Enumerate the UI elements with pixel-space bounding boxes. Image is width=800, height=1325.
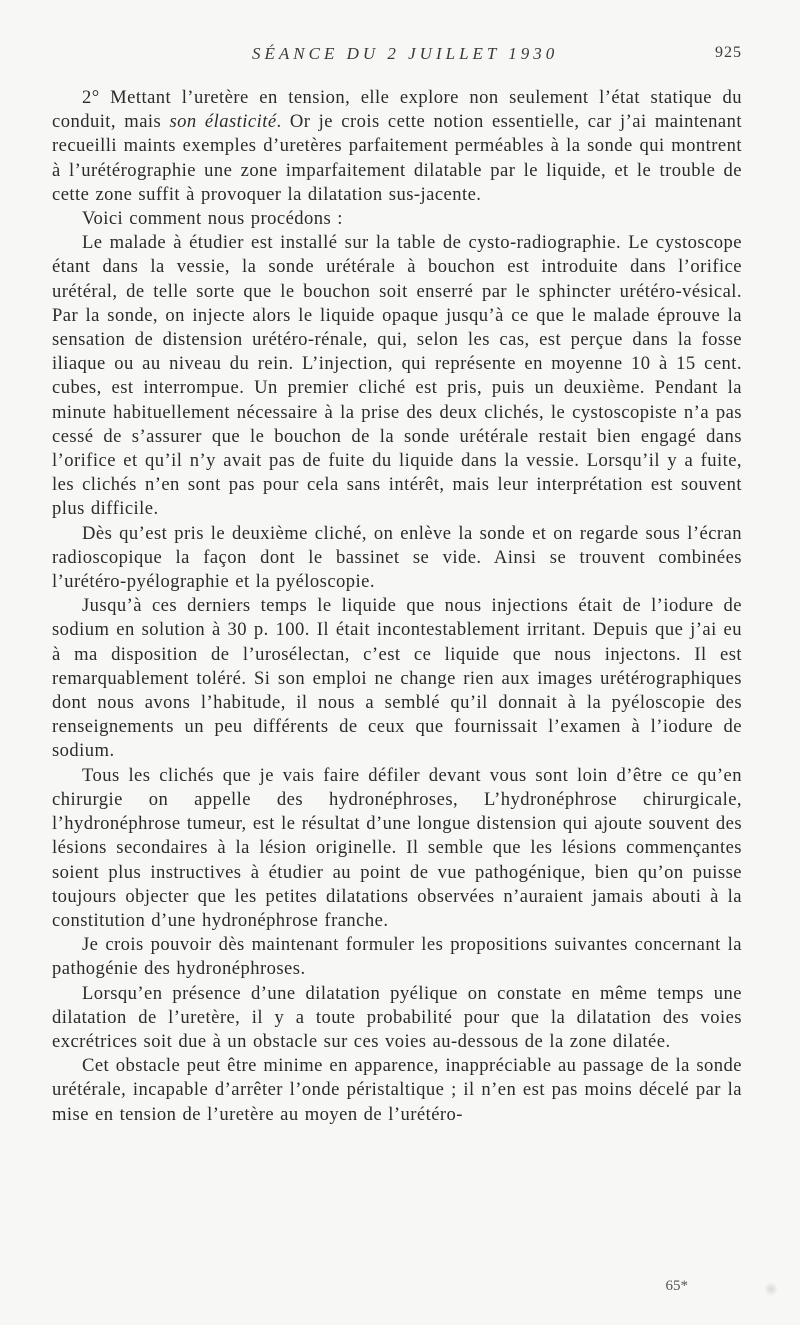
paragraph: Le malade à étudier est installé sur la table de cysto-radiographie. Le cystoscope étant dans la vessie, la sonde urétérale à bouchon est introduite dans l’orifice urétéral, de telle sorte que le bouchon soit enserré par le sphincter urétéro-vésical. Par la sonde, on injecte alors le liquide opaque jusqu’à ce que le malade éprouve la sensation de distension urétéro-rénale, qui, selon les cas, est perçue dans la fosse iliaque ou au niveau du rein. L’injection, qui représente en moyenne 10 à 15 cent. cubes, est interrompue. Un premier cliché est pris, puis un deuxième. Pendant la minute habituellement nécessaire à la prise des deux clichés, le cystoscopiste n’a pas cessé de s’assurer que le bouchon de la sonde urétérale restait bien engagé dans l’orifice et qu’il n’y avait pas de fuite du liquide dans la vessie. Lorsqu’il y a fuite, les clichés n’en sont pas pour cela sans intérêt, mais leur interprétation est souvent plus difficile. [52,232,742,520]
paper-speck [764,1282,778,1296]
body-text [52,86,742,1127]
paragraph: Je crois pouvoir dès maintenant formuler les propositions suivantes concernant la pathogénie des hydronéphroses. [52,934,742,980]
emphasis-text: son élasticité [169,111,277,133]
signature-mark: 65* [665,1278,688,1294]
page-header [52,44,742,68]
paragraph: Voici comment nous procédons : [82,208,343,230]
paragraph: Cet obstacle peut être minime en apparence, inappréciable au passage de la sonde urétérale, incapable d’arrêter l’onde péristaltique ; il n’en est pas moins décelé par la mise en tension de l’uretère au moyen de l’urétéro- [52,1055,742,1125]
paragraph-text: 2° Mettant l’uretère en tension, elle explore non seulement l’état statique du conduit, mais [52,87,742,133]
paragraph: Jusqu’à ces derniers temps le liquide que nous injections était de l’iodure de sodium en solution à 30 p. 100. Il était incontestablement irritant. Depuis que j’ai eu à ma disposition de l’urosélectan, c’est ce liquide que nous injectons. Il est remarquablement toléré. Si son emploi ne change rien aux images urétérographiques dont nous avons l’habitude, il nous a semblé qu’il donnait à la pyéloscopie des renseignements un peu différents de ceux que fournissait l’examen à l’iodure de sodium. [52,595,742,762]
paragraph-text: . Or je crois cette notion essentielle, car j’ai maintenant recueilli maints exemples d’uretères parfaitement perméables à la sonde qui montrent à l’urétérographie une zone imparfaitement dilatable par le liquide, et le trouble de cette zone suffit à provoquer la dilatation sus-jacente. [52,111,742,205]
paragraph: Lorsqu’en présence d’une dilatation pyélique on constate en même temps une dilatation de l’uretère, il y a toute probabilité pour que la dilatation des voies excrétrices soit due à un obstacle sur ces voies au-dessous de la zone dilatée. [52,982,742,1052]
paragraph: Tous les clichés que je vais faire défiler devant vous sont loin d’être ce qu’en chirurgie on appelle des hydronéphroses, L’hydronéphrose chirurgicale, l’hydronéphrose tumeur, est le résultat d’une longue distension qui ajoute souvent des lésions secondaires à la lésion originelle. Il semble que les lésions commençantes soient plus instructives à étudier au point de vue pathogénique, bien qu’on puisse toujours objecter que les petites dilatations observées n’auraient jamais abouti à la constitution d’une hydronéphrose franche. [52,764,742,931]
paragraph: Dès qu’est pris le deuxième cliché, on enlève la sonde et on regarde sous l’écran radioscopique la façon dont le bassinet se vide. Ainsi se trouvent combinées l’urétéro-pyélographie et la pyéloscopie. [52,522,742,593]
page-number: 925 [715,44,742,61]
running-title: SÉANCE DU 2 JUILLET 1930 [252,44,559,63]
paragraph [52,86,742,207]
